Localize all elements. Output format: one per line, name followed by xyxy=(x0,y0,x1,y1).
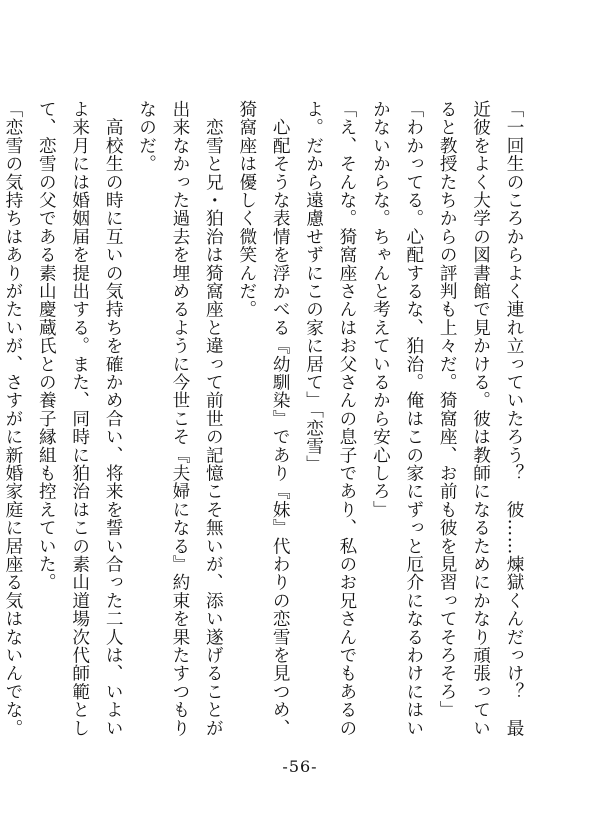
paragraph: 「恋雪の気持ちはありがたいが、さすがに新婚家庭に居座る気はないんでな。 xyxy=(2,100,23,737)
paragraph: 「わかってる。心配するな、狛治。俺はこの家にずっと厄介になるわけにはいかないからな。ちゃんと考えているから安心しろ」 xyxy=(370,100,424,737)
vertical-text-body xyxy=(2,100,530,740)
page-number: -56- xyxy=(282,757,318,776)
paragraph: 高校生の時に互いの気持ちを確かめ合い、将来を誓い合った二人は、いよいよ来月には婚姻届を提出する。また、同時に狛治はこの素山道場次代師範として、恋雪の父である素山慶蔵氏との養子縁組も控えていた。 xyxy=(36,100,124,737)
paragraph: 心配そうな表情を浮かべる『幼馴染』であり『妹』代わりの恋雪を見つめ、猗窩座は優しく微笑んだ。 xyxy=(236,100,291,737)
paragraph: 「一回生のころからよく連れ立っていたろう？ 彼……煉獄くんだっけ？ 最近彼をよく大学の図書館で見かける。彼は教師になるためにかなり頑張っていると教授たちからの評判も上々だ。猗窩座、お前も彼を見習ってそろそろ」 xyxy=(437,100,524,737)
paragraph: 「え、そんな。猗窩座さんはお父さんの息子であり、私のお兄さんでもあるのよ。だから遠慮せずにこの家に居て」「恋雪」 xyxy=(303,100,357,737)
paragraph: 恋雪と兄・狛治は猗窩座と違って前世の記憶こそ無いが、添い遂げることが出来なかった過去を埋めるように今世こそ『夫婦になる』約束を果たすつもりなのだ。 xyxy=(136,100,224,737)
